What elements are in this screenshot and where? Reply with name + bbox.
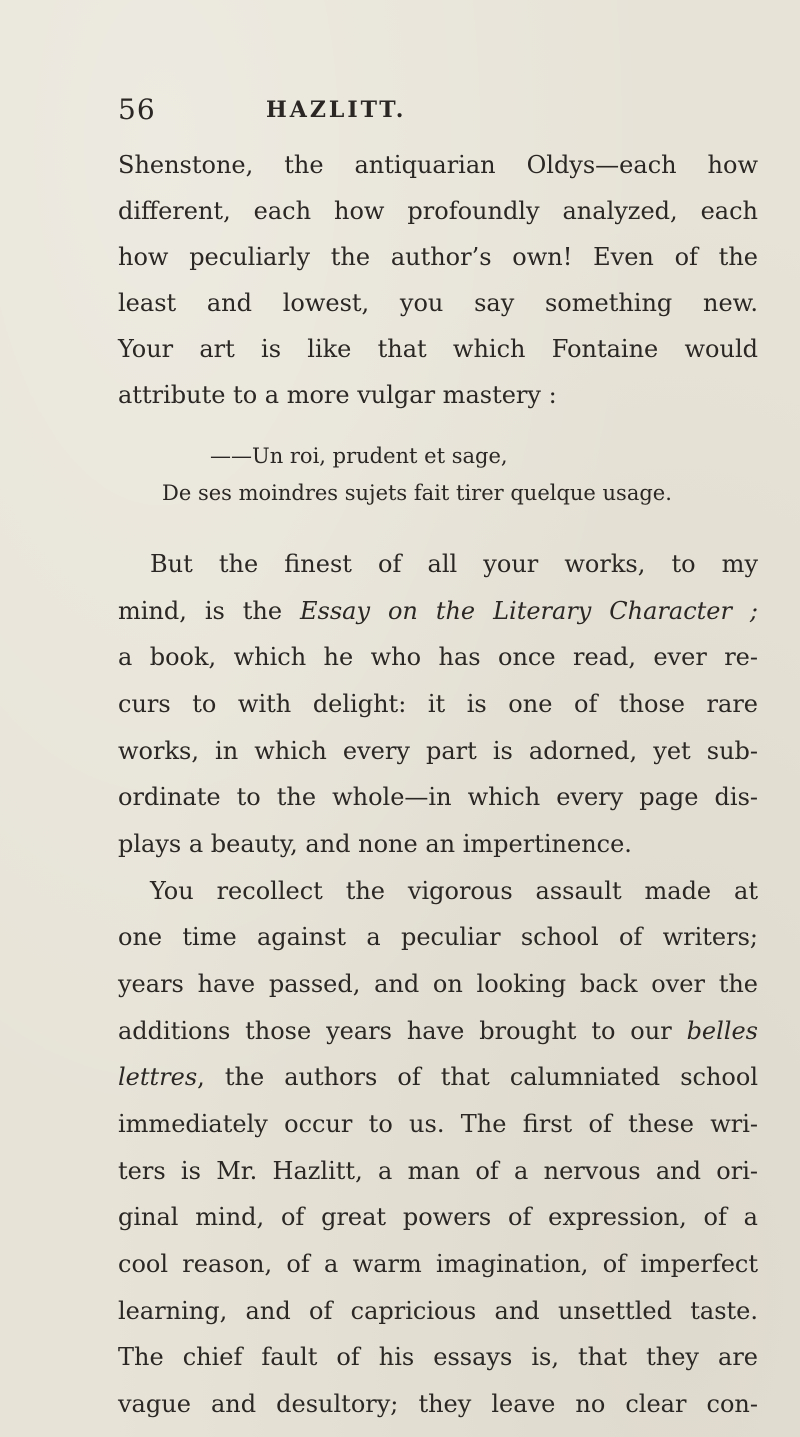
text-line: Your art is like that which Fontaine would <box>118 335 758 363</box>
text-line: vague and desultory; they leave no clear con- <box>118 1390 758 1418</box>
text-line: You recollect the vigorous assault made at <box>150 877 758 905</box>
text-line: a book, which he who has once read, ever re- <box>118 643 758 671</box>
running-title: HAZLITT. <box>266 97 407 123</box>
text-line: Shenstone, the antiquarian Oldys—each how <box>118 151 758 179</box>
text-line: But the finest of all your works, to my <box>150 550 758 578</box>
text-line: different, each how profoundly analyzed, each <box>118 197 758 225</box>
text-line: immediately occur to us. The first of these wri- <box>118 1110 758 1138</box>
text-line: ginal mind, of great powers of expression, of a <box>118 1203 758 1231</box>
text-line <box>118 596 758 626</box>
text-line: attribute to a more vulgar mastery : <box>118 381 557 409</box>
text-line <box>118 1062 758 1092</box>
text-line: learning, and of capricious and unsettled taste. <box>118 1297 758 1325</box>
text-line: least and lowest, you say something new. <box>118 289 758 317</box>
text-line: ordinate to the whole—in which every page dis- <box>118 783 758 811</box>
book-title: Essay on the Literary Character ; <box>300 597 758 625</box>
text-span: additions those years have brought to our <box>118 1017 687 1045</box>
text-line: The chief fault of his essays is, that they are <box>118 1343 758 1371</box>
text-line: curs to with delight: it is one of those rare <box>118 690 758 718</box>
page-header <box>118 93 758 133</box>
page-number: 56 <box>118 93 156 126</box>
text-line: how peculiarly the author’s own! Even of the <box>118 243 758 271</box>
text-line: ters is Mr. Hazlitt, a man of a nervous and ori- <box>118 1157 758 1185</box>
text-line: works, in which every part is adorned, yet sub- <box>118 737 758 765</box>
text-line: cool reason, of a warm imagination, of imperfect <box>118 1250 758 1278</box>
verse-line: De ses moindres sujets fait tirer quelque usage. <box>162 481 672 505</box>
text-line: years have passed, and on looking back over the <box>118 970 758 998</box>
verse-line: ——Un roi, prudent et sage, <box>210 444 508 468</box>
italic-term: belles <box>686 1017 758 1045</box>
text-span: , the authors of that calumniated school <box>197 1063 758 1091</box>
text-line <box>118 1016 758 1046</box>
italic-term: lettres <box>118 1063 198 1091</box>
text-span: mind, is the <box>118 597 301 625</box>
text-line: plays a beauty, and none an impertinence. <box>118 830 632 858</box>
text-line: one time against a peculiar school of writers; <box>118 923 758 951</box>
